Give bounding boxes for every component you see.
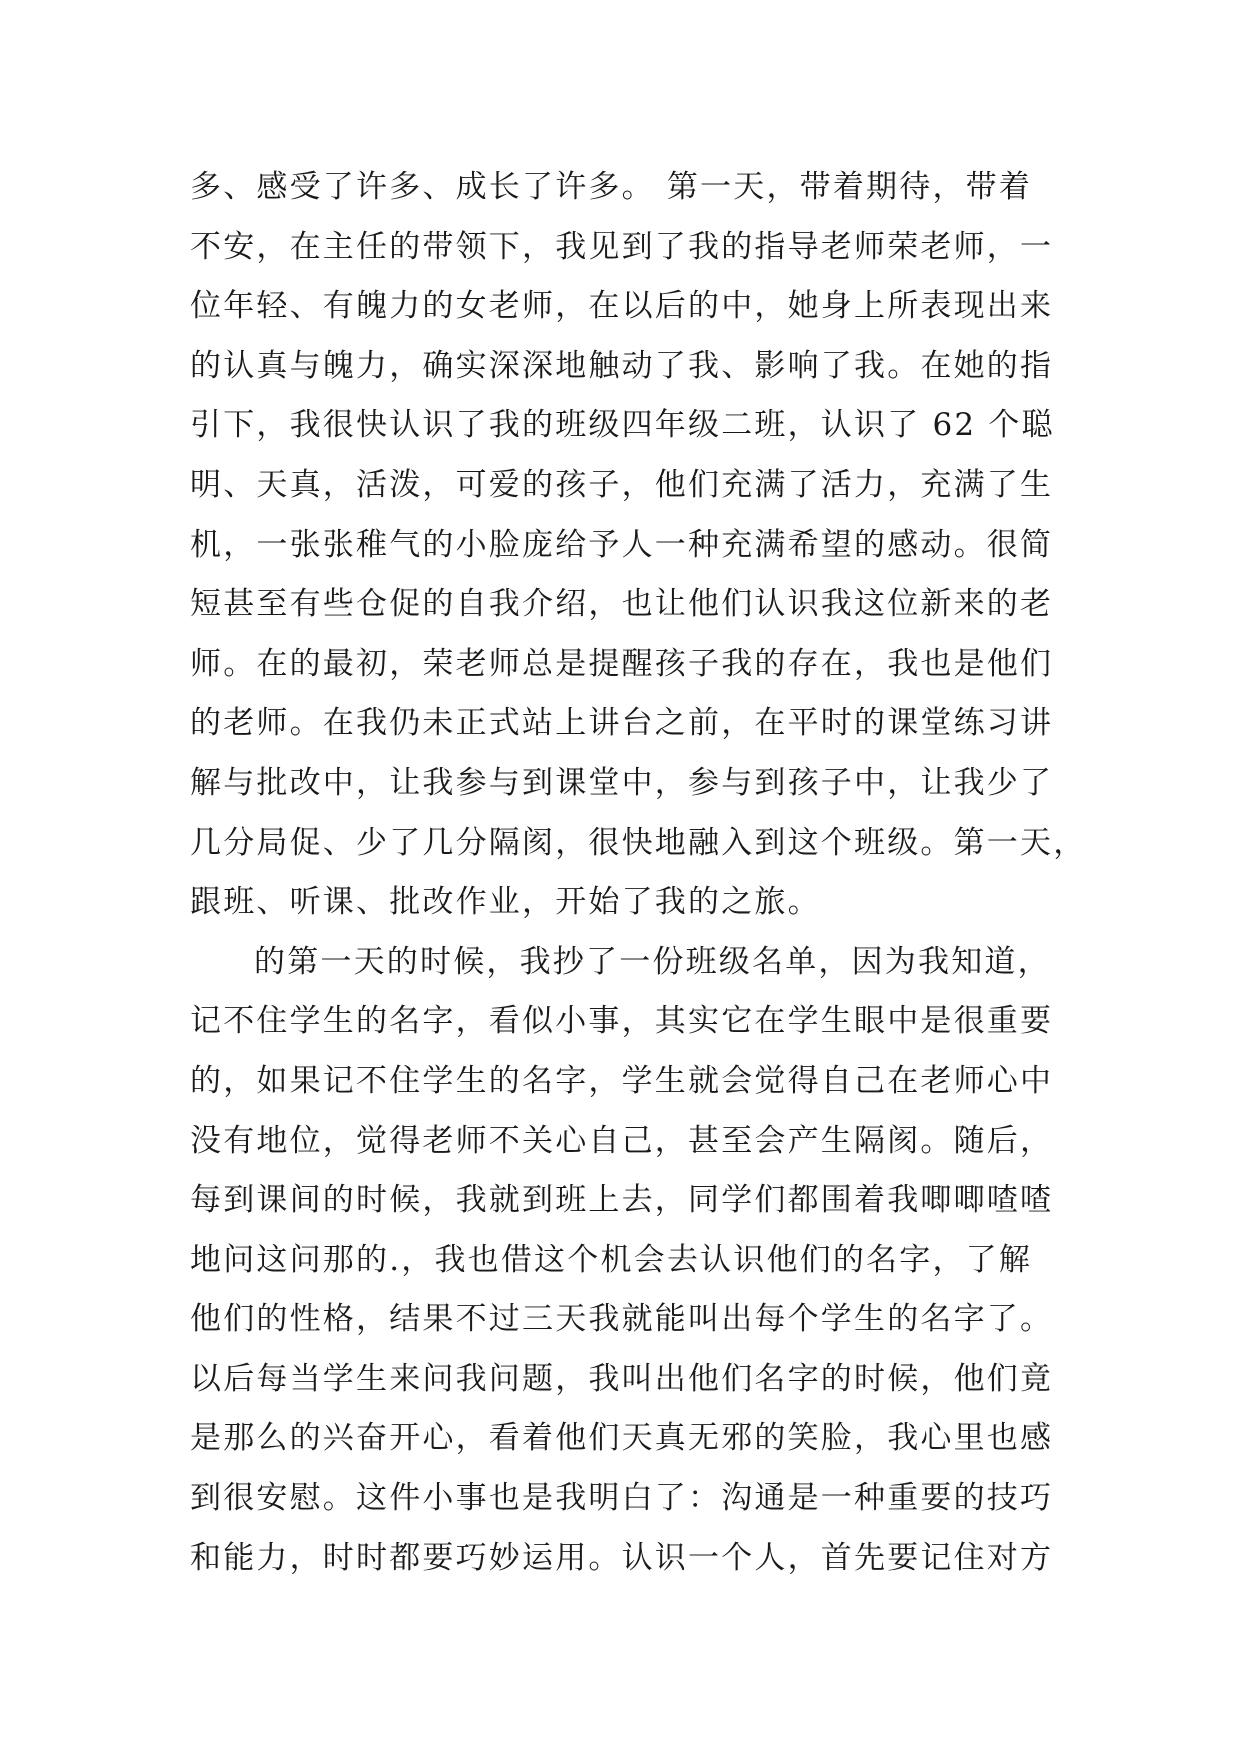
text-line: 的认真与魄力，确实深深地触动了我、影响了我。在她的指 bbox=[190, 347, 1054, 384]
text-line: 的第一天的时候，我抄了一份班级名单，因为我知道， bbox=[254, 943, 1051, 980]
text-line: 的，如果记不住学生的名字，学生就会觉得自己在老师心中 bbox=[190, 1062, 1054, 1099]
text-line: 以后每当学生来问我问题，我叫出他们名字的时候，他们竟 bbox=[190, 1360, 1054, 1397]
text-line: 明、天真，活泼，可爱的孩子，他们充满了活力，充满了生 bbox=[190, 466, 1054, 503]
text-line: 师。在的最初，荣老师总是提醒孩子我的存在，我也是他们 bbox=[190, 645, 1054, 682]
text-line: 跟班、听课、批改作业，开始了我的之旅。 bbox=[190, 884, 821, 921]
paragraph-2 bbox=[190, 933, 1070, 1589]
text-line: 他们的性格，结果不过三天我就能叫出每个学生的名字了。 bbox=[190, 1301, 1054, 1338]
text-line: 没有地位，觉得老师不关心自己，甚至会产生隔阂。随后， bbox=[190, 1122, 1054, 1159]
text-line: 位年轻、有魄力的女老师，在以后的中，她身上所表现出来 bbox=[190, 288, 1054, 325]
document-body bbox=[190, 158, 1087, 1588]
text-line: 的老师。在我仍未正式站上讲台之前，在平时的课堂练习讲 bbox=[190, 705, 1054, 742]
text-line: 短甚至有些仓促的自我介绍，也让他们认识我这位新来的老 bbox=[190, 586, 1054, 623]
text-line: 多、感受了许多、成长了许多。 第一天，带着期待，带着 bbox=[190, 169, 1033, 205]
text-line: 到很安慰。这件小事也是我明白了：沟通是一种重要的技巧 bbox=[190, 1480, 1054, 1517]
text-line: 记不住学生的名字，看似小事，其实它在学生眼中是很重要 bbox=[190, 1003, 1054, 1040]
paragraph-1 bbox=[190, 158, 1087, 933]
text-line: 和能力，时时都要巧妙运用。认识一个人，首先要记住对方 bbox=[190, 1539, 1054, 1576]
text-line: 机，一张张稚气的小脸庞给予人一种充满希望的感动。很简 bbox=[190, 526, 1054, 563]
text-line: 是那么的兴奋开心，看着他们天真无邪的笑脸，我心里也感 bbox=[190, 1420, 1054, 1457]
text-line: 每到课间的时候，我就到班上去，同学们都围着我唧唧喳喳 bbox=[190, 1182, 1054, 1219]
text-line: 几分局促、少了几分隔阂，很快地融入到这个班级。第一天， bbox=[190, 824, 1087, 861]
text-line: 引下，我很快认识了我的班级四年级二班，认识了 62 个聪 bbox=[190, 407, 1055, 444]
text-line: 地问这问那的.，我也借这个机会去认识他们的名字，了解 bbox=[190, 1241, 1033, 1278]
text-line: 解与批改中，让我参与到课堂中，参与到孩子中，让我少了 bbox=[190, 764, 1054, 801]
text-line: 不安，在主任的带领下，我见到了我的指导老师荣老师，一 bbox=[190, 228, 1054, 265]
